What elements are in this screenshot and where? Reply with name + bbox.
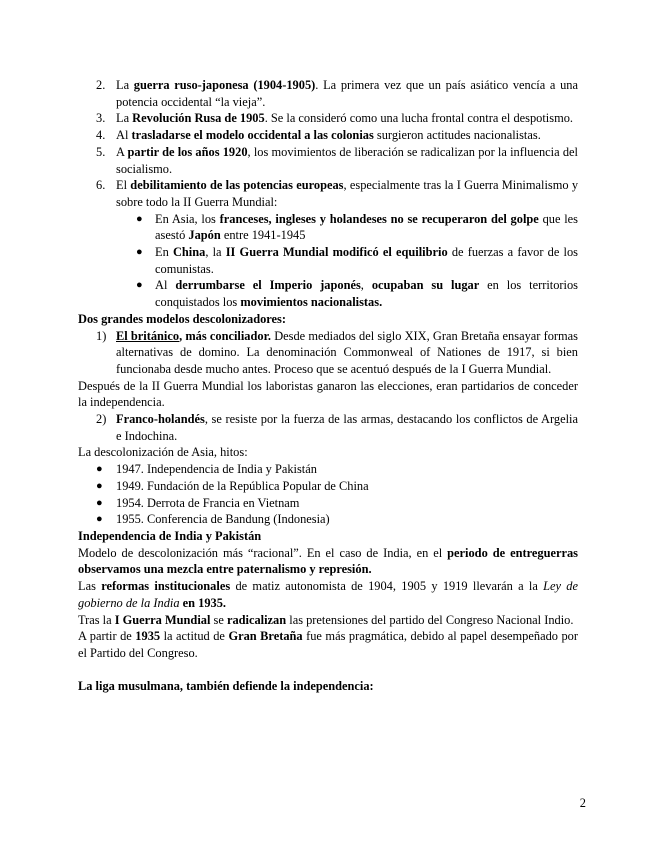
document-page [78,77,578,695]
bullet-item: ● Al derrumbarse el Imperio japonés, ocupaban su lugar en los territorios conquistados los movimientos nacionalistas. [136,278,578,310]
bullet-item: ● En Asia, los franceses, ingleses y holandeses no se recuperaron del golpe que les asestó Japón entre 1941-1945 [136,211,578,243]
blank-line [78,662,578,679]
list-item: ● 1949. Fundación de la República Popular de China [96,478,369,493]
list-number: 1) [96,328,107,343]
model-franco-dutch-title: Franco-holandés [116,412,205,427]
india-paragraph-3: Tras la I Guerra Mundial se radicalizan las pretensiones del partido del Congreso Nacional Indio. [78,612,574,627]
paragraph-after-british: Después de la II Guerra Mundial los laboristas ganaron las elecciones, eran partidarios de conceder la independencia. [78,378,578,410]
india-paragraph-2: Las reformas institucionales de matiz autonomista de 1904, 1905 y 1919 llevarán a la Ley de gobierno de la India en 1935. [78,579,579,610]
numbered-item: 3. La Revolución Rusa de 1905. Se la consideró como una lucha frontal contra el despotismo. [96,111,574,126]
list-item: ● 1947. Independencia de India y Pakistán [96,462,317,477]
list-item: ● 1954. Derrota de Francia en Vietnam [96,495,300,510]
numbered-list [78,77,578,311]
india-paragraph-4: A partir de 1935 la actitud de Gran Bretaña fue más pragmática, debido al papel desempeñado por el Partido del Congreso. [78,629,578,660]
bullet-item: ● En China, la II Guerra Mundial modificó el equilibrio de fuerzas a favor de los comunistas. [136,245,578,276]
list-item: ● 1955. Conferencia de Bandung (Indonesia) [96,512,330,527]
bullet-icon: ● [96,496,103,509]
model-british-title: El británico [116,328,180,343]
liga-heading: La liga musulmana, también defiende la independencia: [78,679,374,694]
numbered-item: 6. El debilitamiento de las potencias europeas, especialmente tras la I Guerra Minimalismo y sobre todo la II Guerra Mundial: [96,178,579,209]
model-franco-dutch: 2) Franco-holandés, se resiste por la fuerza de las armas, destacando los conflictos de Argelia e Indochina. [96,412,578,443]
bullet-icon: ● [136,246,143,259]
list-number: 2) [96,412,107,427]
list-number: 3. [96,111,106,126]
numbered-item: 4. Al trasladarse el modelo occidental a las colonias surgieron actitudes nacionalistas. [96,128,541,143]
list-number: 4. [96,128,106,143]
india-paragraph-1: Modelo de descolonización más “racional”. En el caso de India, en el periodo de entreguerras observamos una mezcla entre paternalismo y represión. [78,545,578,577]
models-heading: Dos grandes modelos descolonizadores: [78,311,287,326]
model-british: 1) El británico, más conciliador. Desde mediados del siglo XIX, Gran Bretaña ensayar formas alternativas de domino. La denominación Commonweal of Nationes de 1917, si bien funcionaba desde mucho antes. Proceso que se acentuó después de la I Guerra Mundial. [96,328,578,376]
list-number: 2. [96,78,106,92]
bullet-icon: ● [136,279,143,292]
numbered-item: 2. La guerra ruso-japonesa (1904-1905). La primera vez que un país asiático vencía a una potencia occidental “la vieja”. [96,78,578,109]
asia-intro: La descolonización de Asia, hitos: [78,445,248,460]
numbered-item: 5. A partir de los años 1920, los movimientos de liberación se radicalizan por la influencia del socialismo. [96,144,578,176]
page-number: 2 [579,796,586,810]
bullet-icon: ● [96,479,103,492]
list-number: 5. [96,144,106,159]
list-number: 6. [96,178,106,193]
bullet-icon: ● [96,463,103,476]
bullet-icon: ● [136,212,143,225]
india-heading: Independencia de India y Pakistán [78,528,262,543]
bullet-icon: ● [96,513,103,526]
hitos-list [78,461,578,528]
